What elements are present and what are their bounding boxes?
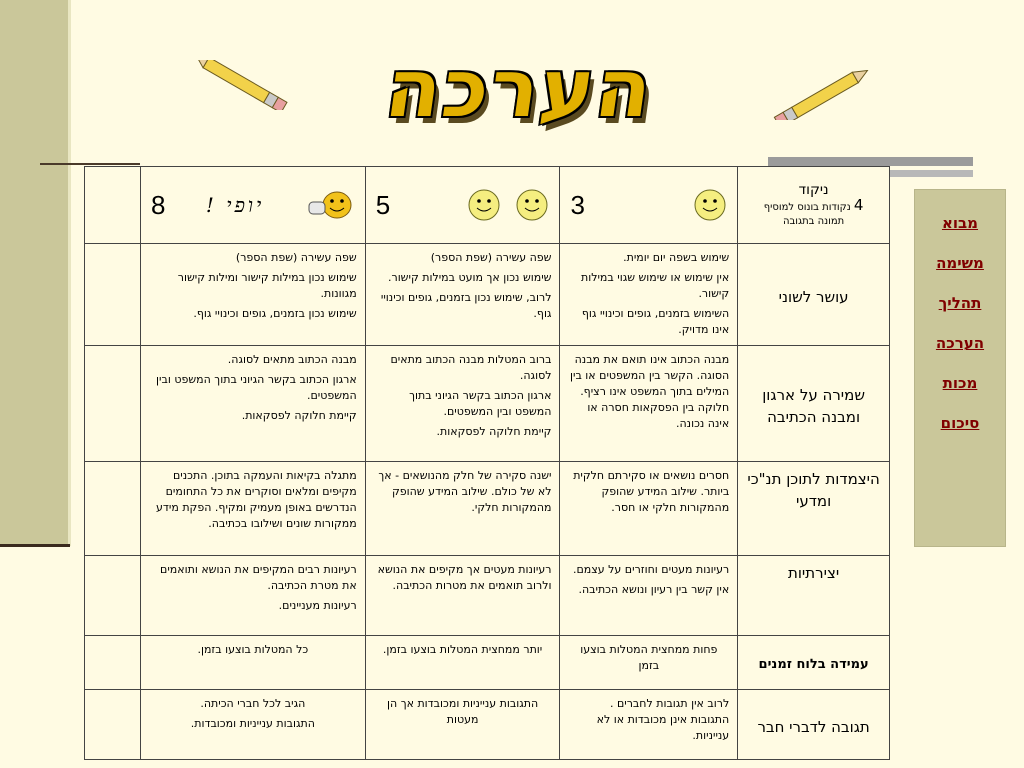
table-row [85, 690, 890, 760]
rubric-cell-3: לרוב אין תגובות לחברים . התגובות אינן מכובדות או לא ענייניות. [560, 690, 738, 760]
rubric-cell-3: פחות ממחצית המטלות בוצעו בזמן [560, 636, 738, 690]
table-row [85, 244, 890, 346]
rubric-cell-5: רעיונות מעטים אך מקיפים את הנושא ולרוב תואמים את מטרות הכתיבה. [365, 556, 560, 636]
rubric-cell-5: יותר ממחצית המטלות בוצעו בזמן. [365, 636, 560, 690]
criterion-label: היצמדות לתוכן תנ"כי ומדעי [738, 462, 890, 556]
rubric-cell-3: שימוש בשפה יום יומית. אין שימוש או שימוש שגוי במילות קישור. השימוש בזמנים, גופים וכינויי גוף אינו מדויק. [560, 244, 738, 346]
bonus-text: תמונה בתגובה [782, 215, 845, 227]
empty-cell [85, 636, 141, 690]
score-number: 8 [150, 190, 166, 220]
rubric-cell-3: מבנה הכתוב אינו תואם את מבנה הסוגה. הקשר בין המשפטים או בין המילים בתוך המשפט אינו רציף. חלוקה בין הפסקאות חסרה או אינה נכונה. [560, 346, 738, 462]
pencil-icon [190, 60, 300, 110]
empty-cell [85, 556, 141, 636]
score-number: 3 [570, 190, 585, 220]
page-title: הערכה [380, 41, 660, 135]
decorative-bar [768, 157, 973, 166]
left-decorative-band [0, 0, 68, 546]
bonus-text: נקודות בונוס למוסיף [763, 201, 851, 213]
bonus-note [748, 195, 879, 229]
rubric-cell-3: חסרים נושאים או סקירתם חלקית ביותר. שילוב המידע שהופק מהמקורות חלקי או חסר. [560, 462, 738, 556]
criterion-label: שמירה על ארגון ומבנה הכתיבה [738, 346, 890, 462]
bonus-cell [738, 167, 890, 244]
criterion-label: עמידה בלוח זמנים [738, 636, 890, 690]
rubric-cell-5: התגובות ענייניות ומכובדות אך הן מעטות [365, 690, 560, 760]
empty-cell [85, 346, 141, 462]
empty-cell [85, 690, 141, 760]
smiley-icon [467, 188, 501, 222]
table-row [85, 462, 890, 556]
rubric-cell-3: רעיונות מעטים וחוזרים על עצמם. אין קשר בין רעיון ונושא הכתיבה. [560, 556, 738, 636]
nav-link-intro[interactable]: מבוא [941, 214, 979, 232]
empty-cell [85, 462, 141, 556]
criterion-label: תגובה לדברי חבר [738, 690, 890, 760]
score-header-3 [560, 167, 738, 244]
nav-link-evaluation[interactable]: הערכה [935, 334, 985, 352]
empty-corner-cell [85, 167, 141, 244]
side-navigation [914, 189, 1006, 547]
score-label: ניקוד [798, 181, 829, 198]
rubric-cell-8: הגיב לכל חברי הכיתה. התגובות ענייניות ומכובדות. [140, 690, 365, 760]
score-header-5 [365, 167, 560, 244]
table-header-row [85, 167, 890, 244]
table-row [85, 556, 890, 636]
smiley-icon [515, 188, 549, 222]
left-divider [0, 544, 70, 547]
table-row [85, 346, 890, 462]
rubric-cell-8: מבנה הכתוב מתאים לסוגה. ארגון הכתוב בקשר הגיוני בתוך המשפט ובין המשפטים. קיימת חלוקה לפסקאות. [140, 346, 365, 462]
rubric-cell-8: שפה עשירה (שפת הספר) שימוש נכון במילות קישור ומילות קישור מגוונות. שימוש נכון בזמנים, גופים וכינויי גוף. [140, 244, 365, 346]
nav-link-process[interactable]: תהליך [938, 294, 982, 312]
wow-text: יופי ! [205, 193, 265, 217]
nav-link-sources[interactable]: מכות [942, 374, 978, 392]
rubric-table [84, 166, 890, 760]
pencil-icon [770, 70, 880, 120]
rubric-cell-8: כל המטלות בוצעו בזמן. [140, 636, 365, 690]
smiley-icon [693, 188, 727, 222]
thumbs-up-smiley-icon [305, 190, 355, 220]
left-band-edge [68, 0, 71, 546]
bonus-number: 4 [853, 195, 864, 214]
rubric-cell-5: ברוב המטלות מבנה הכתוב מתאים לסוגה. ארגון הכתוב בקשר הגיוני בתוך המשפט ובין המשפטים. קיימת חלוקה לפסקאות. [365, 346, 560, 462]
rubric-cell-8: רעיונות רבים המקיפים את הנושא ותואמים את מטרת הכתיבה. רעיונות מעניינים. [140, 556, 365, 636]
criterion-label: יצירתיות [738, 556, 890, 636]
rubric-cell-8: מתגלה בקיאות והעמקה בתוכן. התכנים מקיפים ומלאים וסוקרים את כל התחומים הנדרשים באופן מעמיק ומקיף. הפקת מידע ממקורות שונים ושילובו בכתיבה. [140, 462, 365, 556]
nav-link-summary[interactable]: סיכום [940, 414, 980, 432]
criterion-label: עושר לשוני [738, 244, 890, 346]
nav-link-task[interactable]: משימה [936, 254, 984, 272]
rubric-cell-5: ישנה סקירה של חלק מהנושאים - אך לא של כולם. שילוב המידע שהופק מהמקורות חלקי. [365, 462, 560, 556]
table-row [85, 636, 890, 690]
score-number: 5 [375, 190, 391, 220]
rubric-cell-5: שפה עשירה (שפת הספר) שימוש נכון אך מועט במילות קישור. לרוב, שימוש נכון בזמנים, גופים וכינויי גוף. [365, 244, 560, 346]
score-header-8 [140, 167, 365, 244]
top-divider [40, 163, 140, 165]
empty-cell [85, 244, 141, 346]
